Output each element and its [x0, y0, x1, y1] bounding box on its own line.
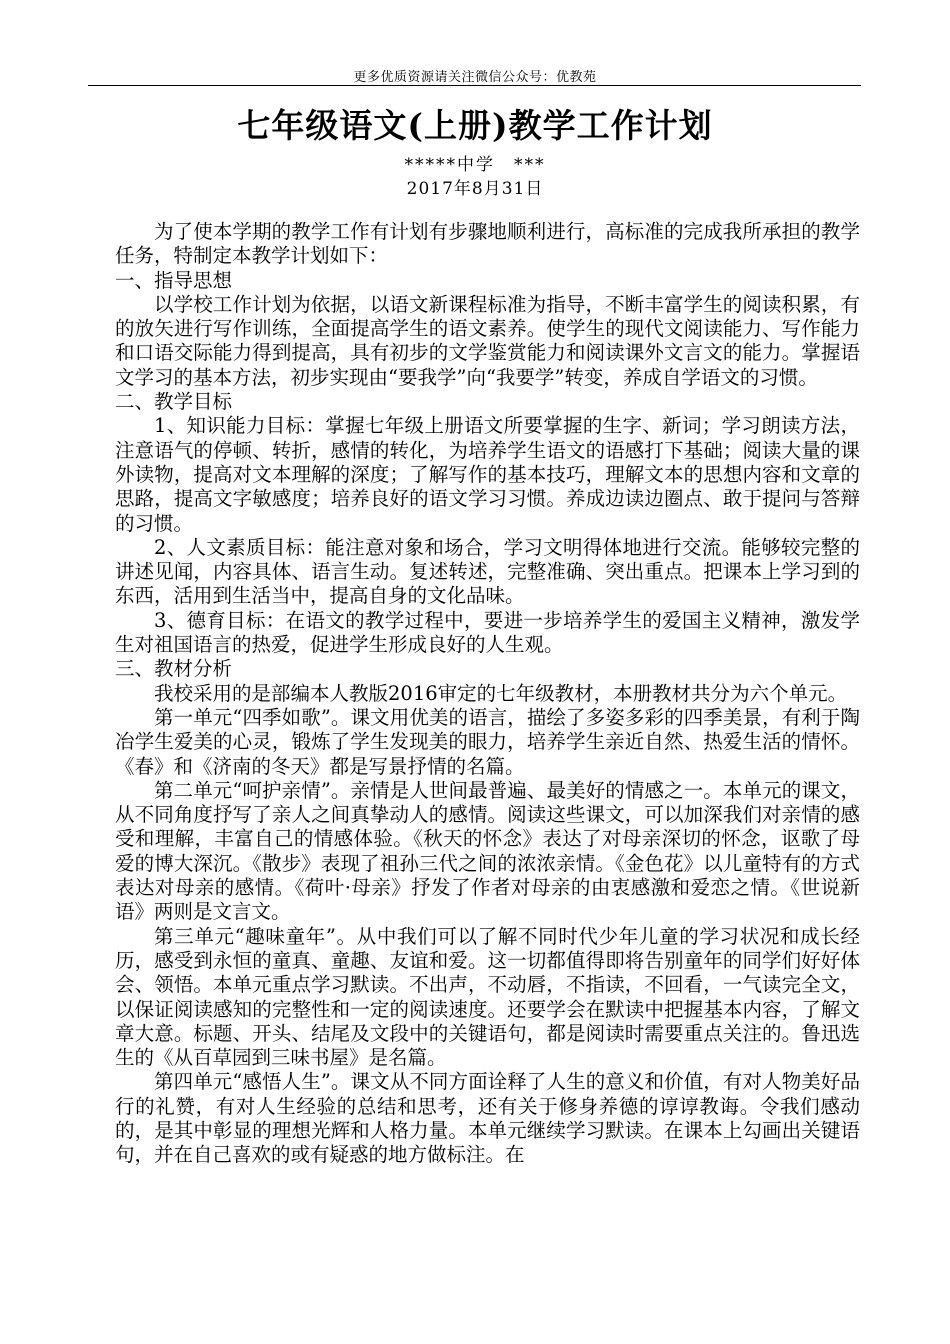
paragraph-unit-4: 第四单元“感悟人生”。课文从不同方面诠释了人生的意义和价值，有对人物美好品行的礼赞，有对人生经验的总结和思考，还有关于修身养德的谆谆教诲。令我们感动的，是其中彰显的理想光辉和人格力量。本单元继续学习默读。在课本上勾画出关键语句，并在自己喜欢的或有疑惑的地方做标注。在 [115, 1070, 860, 1167]
intro-paragraph: 为了使本学期的教学工作有计划有步骤地顺利进行，高标准的完成我所承担的教学任务，特制定本教学计划如下： [115, 220, 860, 268]
section-heading-teaching-goals: 二、教学目标 [115, 390, 233, 414]
paragraph-goal-knowledge: 1、知识能力目标：掌握七年级上册语文所要掌握的生字、新词；学习朗读方法，注意语气的停顿、转折，感情的转化，为培养学生语文的语感打下基础；阅读大量的课外读物，提高对文本理解的深度；了解写作的基本技巧，理解文本的思想内容和文章的思路，提高文字敏感度；培养良好的语文学习习惯。养成边读边圈点、敢于提问与答辩的习惯。 [115, 414, 860, 535]
author-line: *****中学 *** [404, 155, 546, 175]
header-note: 更多优质资源请关注微信公众号：优教苑 [353, 70, 597, 85]
paragraph-unit-3: 第三单元“趣味童年”。从中我们可以了解不同时代少年儿童的学习状况和成长经历，感受到永恒的童真、童趣、友谊和爱。这一切都值得即将告别童年的同学们好好体会、领悟。本单元重点学习默读。不出声，不动唇，不指读，不回看，一气读完全文，以保证阅读感知的完整性和一定的阅读速度。还要学会在默读中把握基本内容，了解文章大意。标题、开头、结尾及文段中的关键语句，都是阅读时需要重点关注的。鲁迅选生的《从百草园到三味书屋》是名篇。 [115, 924, 860, 1070]
paragraph-guiding-idea: 以学校工作计划为依据，以语文新课程标准为指导，不断丰富学生的阅读积累，有的放矢进行写作训练，全面提高学生的语文素养。使学生的现代文阅读能力、写作能力和口语交际能力得到提高，具有初步的文学鉴赏能力和阅读课外文言文的能力。掌握语文学习的基本方法，初步实现由“要我学”向“我要学”转变，养成自学语文的习惯。 [115, 292, 860, 389]
paragraph-goal-humanities: 2、人文素质目标：能注意对象和场合，学习文明得体地进行交流。能够较完整的讲述见闻，内容具体、语言生动。复述转述，完整准确、突出重点。把课本上学习到的东西，活用到生活当中，提高自身的文化品味。 [115, 535, 860, 608]
section-heading-guiding-idea: 一、指导思想 [115, 268, 233, 292]
paragraph-goal-moral: 3、德育目标：在语文的教学过程中，要进一步培养学生的爱国主义精神，激发学生对祖国语言的热爱，促进学生形成良好的人生观。 [115, 608, 860, 657]
paragraph-textbook-overview: 我校采用的是部编本人教版2016审定的七年级教材，本册教材共分为六个单元。 [154, 681, 848, 705]
paragraph-unit-2: 第二单元“呵护亲情”。亲情是人世间最普遍、最美好的情感之一。本单元的课文，从不同角度抒写了亲人之间真挚动人的感情。阅读这些课文，可以加深我们对亲情的感受和理解，丰富自己的情感体验。《秋天的怀念》表达了对母亲深切的怀念，讴歌了母爱的博大深沉。《散步》表现了祖孙三代之间的浓浓亲情。《金色花》以儿童特有的方式表达对母亲的感情。《荷叶·母亲》抒发了作者对母亲的由衷感激和爱恋之情。《世说新语》两则是文言文。 [115, 778, 860, 924]
date-line: 2017年8月31日 [406, 179, 544, 199]
page-title: 七年级语文(上册)教学工作计划 [237, 106, 713, 145]
header-divider [88, 85, 861, 86]
paragraph-unit-1: 第一单元“四季如歌”。课文用优美的语言，描绘了多姿多彩的四季美景，有利于陶冶学生爱美的心灵，锻炼了学生发现美的眼力，培养学生亲近自然、热爱生活的情怀。《春》和《济南的冬天》都是写景抒情的名篇。 [115, 705, 860, 778]
section-heading-textbook-analysis: 三、教材分析 [115, 657, 233, 681]
document-body [115, 220, 860, 1168]
